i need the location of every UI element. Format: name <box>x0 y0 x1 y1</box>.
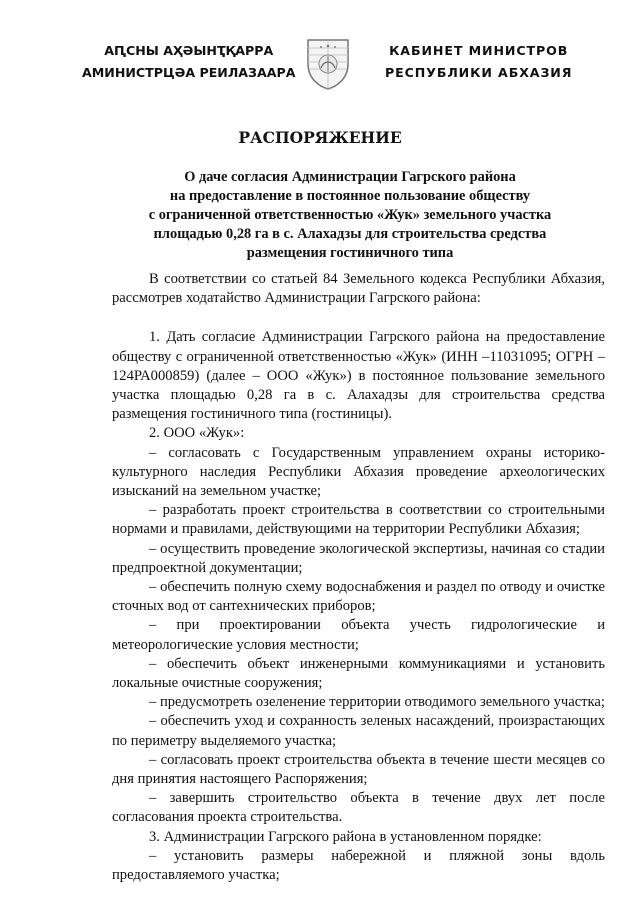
header-right-line1: КАБИНЕТ МИНИСТРОВ <box>389 43 569 58</box>
list-item: – согласовать проект строительства объекта в течение шести месяцев со дня принятия настоящего Распоряжения; <box>112 751 605 788</box>
header-right-line2: РЕСПУБЛИКИ АБХАЗИЯ <box>385 65 573 80</box>
subject-line: площадью 0,28 га в с. Алахадзы для строительства средства <box>153 226 547 242</box>
subject-line: размещения гостиничного типа <box>246 245 454 261</box>
list-item: – завершить строительство объекта в течение двух лет после согласования проекта строительства. <box>112 790 605 826</box>
document-subject <box>110 168 590 263</box>
list-item: – разработать проект строительства в соответствии со строительными нормами и правилами, действующими на территории Республики Абхазия; <box>112 502 605 538</box>
list-item: – при проектировании объекта учесть гидрологические и метеорологические условия местности; <box>112 617 605 653</box>
list-item: – обеспечить уход и сохранность зеленых насаждений, произрастающих по периметру выделяемого участка; <box>112 713 605 749</box>
subject-line: О даче согласия Администрации Гагрского района <box>184 169 516 185</box>
subject-line: с ограниченной ответственностью «Жук» земельного участка <box>148 207 552 223</box>
preamble: В соответствии со статьей 84 Земельного кодекса Республики Абхазия, рассмотрев ходатайство Администрации Гагрского района: <box>112 271 605 307</box>
document-body <box>112 270 605 885</box>
paragraph-2: 2. ООО «Жук»: <box>149 425 245 442</box>
subject-line: на предоставление в постоянное пользование обществу <box>169 188 531 204</box>
header-left-line1: АԤСНЫ АҲӘЫНҬҚАРРА <box>104 43 274 58</box>
list-item: – согласовать с Государственным управлением охраны историко-культурного наследия Республики Абхазия проведение археологических изысканий на земельном участке; <box>112 444 605 500</box>
list-item: – осуществить проведение экологической экспертизы, начиная со стадии предпроектной документации; <box>112 540 605 576</box>
list-item: – обеспечить объект инженерными коммуникациями и установить локальные очистные сооружения; <box>112 655 605 692</box>
paragraph-3: 3. Администрации Гагрского района в установленном порядке: <box>149 828 542 845</box>
list-item: – обеспечить полную схему водоснабжения и раздел по отводу и очистке сточных вод от сантехнических приборов; <box>112 579 605 615</box>
coat-of-arms-icon <box>306 38 350 90</box>
document-title: РАСПОРЯЖЕНИЕ <box>238 128 402 147</box>
list-item: – предусмотреть озеленение территории отводимого земельного участка; <box>149 694 605 711</box>
header-right-block <box>385 40 572 84</box>
list-item: – установить размеры набережной и пляжной зоны вдоль предоставляемого участка; <box>112 847 605 884</box>
paragraph-1: 1. Дать согласие Администрации Гагрского района на предоставление обществу с ограниченной ответственностью «Жук» (ИНН –11031095; ОГРН – 124РА000859) (далее – ООО «Жук») в постоянное пользование земельного участка площадью 0,28 га в с. Алахадзы для строительства средства размещения гостиничного типа (гостиницы). <box>112 329 605 423</box>
header-left-block <box>82 40 295 84</box>
header-left-line2: АМИНИСТРЦӘА РЕИЛАЗААРА <box>82 65 296 80</box>
